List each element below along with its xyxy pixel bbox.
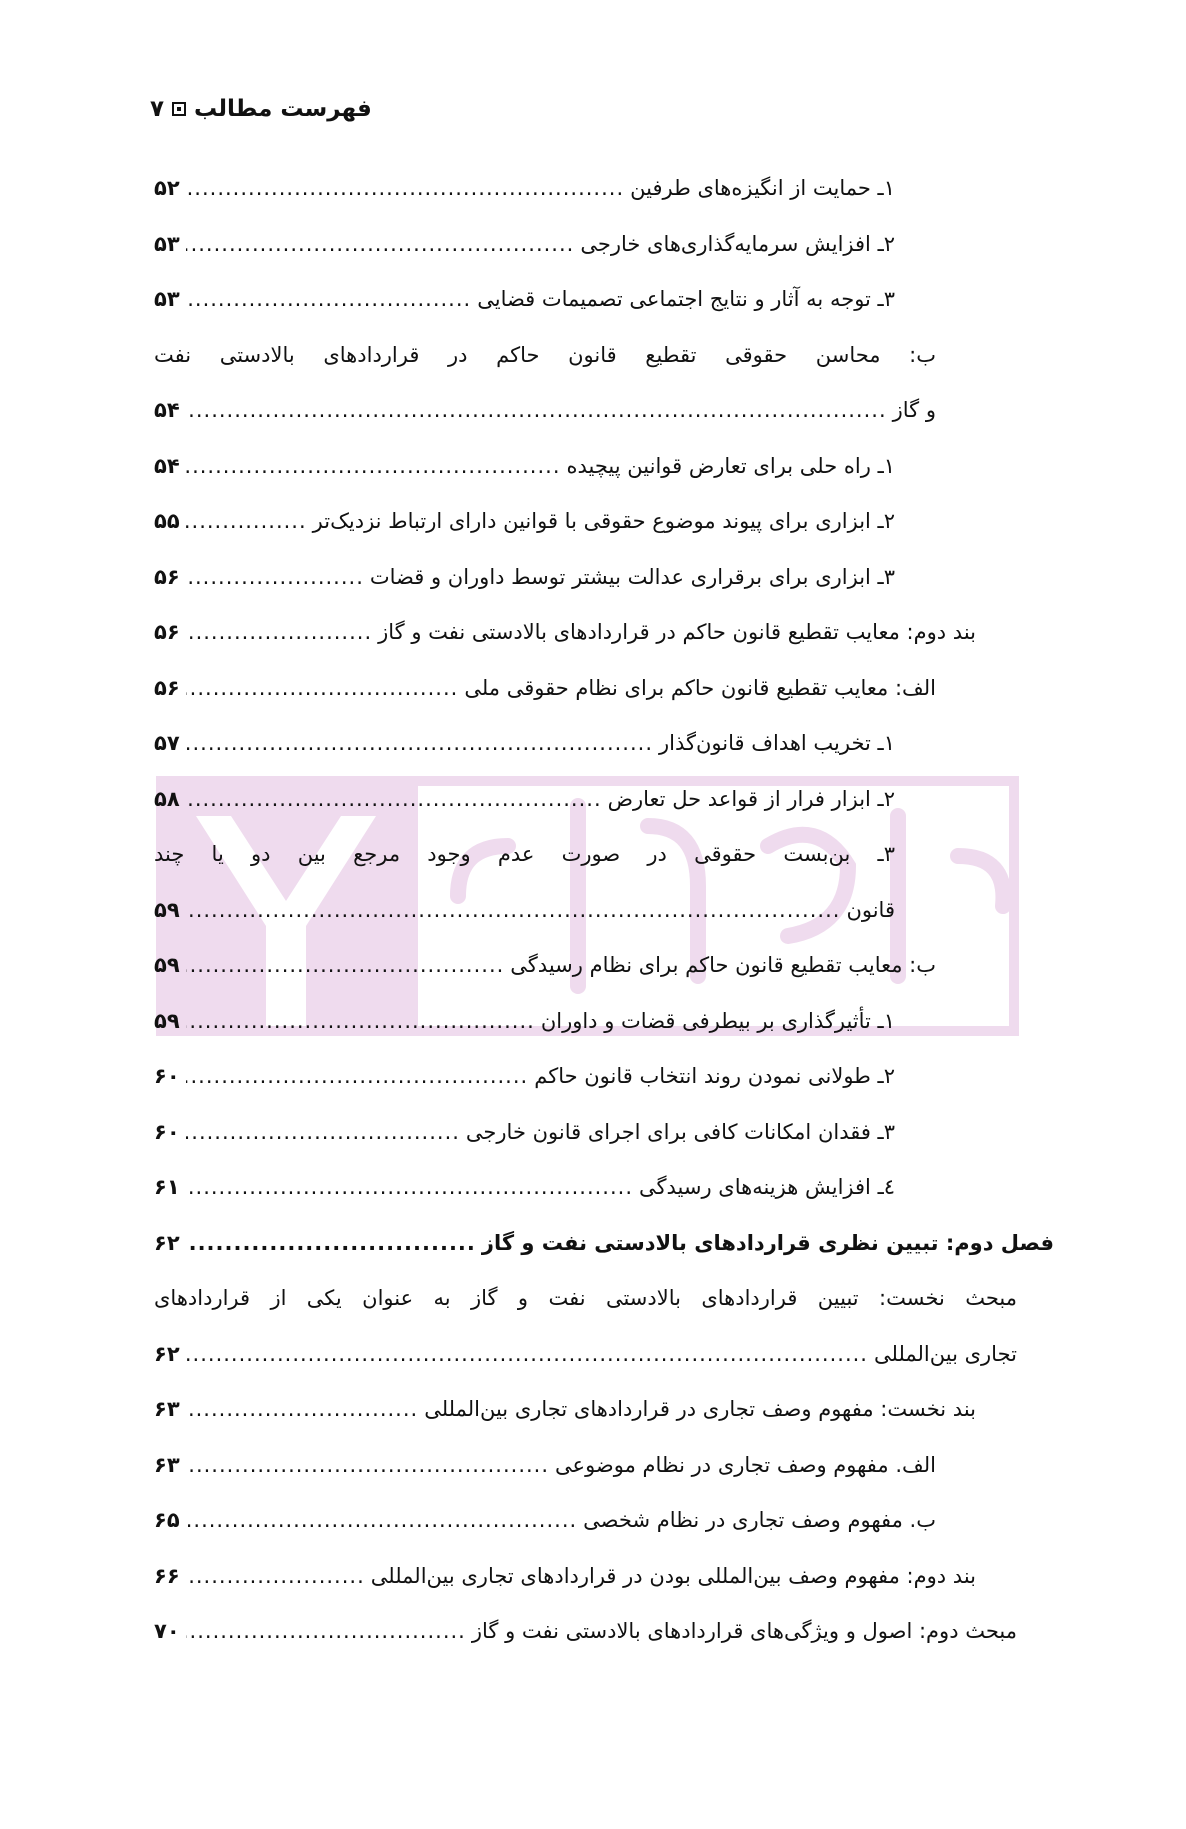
dot-leader (186, 612, 372, 652)
toc-entry[interactable] (154, 890, 895, 930)
toc-entry-title: ٤ـ افزایش هزینه‌های رسیدگی (639, 1175, 895, 1199)
dot-leader (186, 279, 472, 319)
toc-entry[interactable] (154, 1500, 936, 1540)
toc-entry-title: بند دوم: معایب تقطیع قانون حاکم در قراردادهای بالادستی نفت و گاز (378, 620, 976, 644)
dot-leader (186, 723, 653, 763)
toc-entry-title: ۳ـ فقدان امکانات کافی برای اجرای قانون خارجی (465, 1119, 895, 1144)
toc-entry[interactable] (154, 1112, 895, 1152)
toc-entry-line[interactable]: ۳ـ بن‌بست حقوقی در صورت عدم وجود مرجع بین دو یا چند (154, 842, 895, 866)
toc-entry-line[interactable]: ب: محاسن حقوقی تقطیع قانون حاکم در قراردادهای بالادستی نفت (154, 342, 936, 367)
toc-entry[interactable] (154, 723, 895, 763)
toc-page-number: ۵۳ (154, 287, 180, 311)
toc-entry[interactable] (154, 668, 936, 708)
toc-entry[interactable] (154, 612, 976, 652)
toc-page-number: ۵۶ (154, 564, 180, 589)
toc-entry[interactable] (154, 1389, 976, 1429)
dot-leader (186, 1056, 529, 1096)
dot-leader (186, 945, 505, 985)
toc-page-number: ۵۴ (154, 398, 180, 422)
toc-entry-title: ۱ـ راه حلی برای تعارض قوانین پیچیده (566, 453, 895, 478)
toc-entry[interactable] (154, 1056, 895, 1096)
toc-entry[interactable] (154, 1611, 1017, 1651)
toc-entry[interactable] (154, 279, 895, 319)
toc-entry-line[interactable]: مبحث نخست: تبیین قراردادهای بالادستی نفت و گاز به عنوان یکی از قراردادهای (154, 1286, 1017, 1310)
toc-page-number: ۶۰ (154, 1064, 180, 1088)
toc-page-number: ۵۹ (154, 953, 180, 977)
dot-leader (186, 779, 602, 819)
toc-entry[interactable] (154, 779, 895, 819)
toc-entry-title: تجاری بین‌المللی (873, 1341, 1017, 1366)
toc-page-number: ۶۳ (154, 1452, 180, 1477)
dot-leader (186, 446, 561, 486)
toc-entry-title: ۲ـ ابزار فرار از قواعد حل تعارض (607, 786, 895, 811)
dot-leader (186, 1223, 476, 1263)
toc-entry[interactable] (154, 501, 895, 541)
toc-entry[interactable] (154, 168, 895, 208)
toc-entry-title: ۲ـ افزایش سرمایه‌گذاری‌های خارجی (580, 231, 895, 256)
toc-entry-title: ۱ـ تخریب اهداف قانون‌گذار (659, 731, 895, 755)
toc-page-number: ۵۳ (154, 231, 180, 256)
toc-page-number: ۵۶ (154, 620, 180, 644)
toc-page-number: ۵۲ (154, 176, 180, 200)
toc-entry-title: ۱ـ حمایت از انگیزه‌های طرفین (630, 176, 895, 200)
toc-entry-title: مبحث دوم: اصول و ویژگی‌های قراردادهای بالادستی نفت و گاز (471, 1619, 1017, 1643)
toc-page-number: ۶۱ (154, 1175, 180, 1199)
toc-entry[interactable] (154, 1334, 1017, 1374)
dot-leader (186, 501, 307, 541)
toc-page-number: ۵۷ (154, 731, 180, 755)
toc-entry[interactable] (154, 557, 895, 597)
toc-entry-title: بند دوم: مفهوم وصف بین‌المللی بودن در قراردادهای تجاری بین‌المللی (370, 1563, 976, 1588)
toc-entry-title: ۲ـ طولانی نمودن روند انتخاب قانون حاکم (534, 1064, 895, 1088)
toc-entry-title: قانون (846, 897, 895, 922)
toc-entry[interactable] (154, 446, 895, 486)
toc-page-number: ۶۶ (154, 1563, 180, 1588)
dot-leader (186, 557, 364, 597)
toc-page-number: ۶۲ (154, 1230, 180, 1255)
toc-page-number: ۶۲ (154, 1341, 180, 1366)
dot-leader (186, 1389, 419, 1429)
toc-page-number: ۶۰ (154, 1119, 180, 1144)
toc-entry[interactable] (154, 390, 936, 430)
toc-entry-title: و گاز (892, 398, 936, 422)
toc-entry-title: ب. مفهوم وصف تجاری در نظام شخصی (583, 1508, 936, 1532)
toc-entry-title: فصل دوم: تبیین نظری قراردادهای بالادستی نفت و گاز (481, 1230, 1054, 1255)
toc-page-number: ۶۳ (154, 1397, 180, 1421)
toc-entry[interactable] (154, 1556, 976, 1596)
toc-entry[interactable] (154, 1167, 895, 1207)
toc-page-number: ۵۸ (154, 786, 180, 811)
toc-page-number: ۵۹ (154, 897, 180, 922)
dot-leader (186, 224, 575, 264)
toc-entry[interactable] (154, 1223, 1054, 1263)
toc-page-number: ۵۶ (154, 675, 180, 700)
toc-entry-title: بند نخست: مفهوم وصف تجاری در قراردادهای تجاری بین‌المللی (424, 1397, 976, 1421)
toc-entry-title: ب: معایب تقطیع قانون حاکم برای نظام رسیدگی (510, 953, 936, 977)
dot-leader (186, 1334, 868, 1374)
toc-entry-title: ۳ـ ابزاری برای برقراری عدالت بیشتر توسط داوران و قضات (369, 564, 895, 589)
dot-leader (186, 1611, 466, 1651)
toc-entry-title: ۱ـ تأثیرگذاری بر بیطرفی قضات و داوران (540, 1008, 895, 1033)
toc-entry[interactable] (154, 1001, 895, 1041)
dot-leader (186, 890, 841, 930)
dot-leader (186, 1001, 535, 1041)
dot-leader (186, 1445, 549, 1485)
toc-page-number: ۵۹ (154, 1008, 180, 1033)
toc-entry[interactable] (154, 224, 895, 264)
dot-leader (186, 1112, 460, 1152)
toc-entry-title: ۳ـ توجه به آثار و نتایج اجتماعی تصمیمات قضایی (477, 287, 895, 311)
header-title: فهرست مطالب (194, 96, 372, 122)
toc-page-number: ۷۰ (154, 1619, 180, 1643)
dot-leader (186, 168, 624, 208)
toc-page-number: ۵۴ (154, 453, 180, 478)
toc-page-number: ۵۵ (154, 509, 180, 533)
toc-entry-title: الف: معایب تقطیع قانون حاکم برای نظام حقوقی ملی (464, 675, 936, 700)
toc-entry[interactable] (154, 1445, 936, 1485)
dot-leader (186, 1167, 633, 1207)
toc-page-number: ۶۵ (154, 1508, 180, 1532)
dot-leader (186, 390, 887, 430)
dot-leader (186, 1500, 578, 1540)
header-page-number: ۷ (150, 96, 165, 122)
toc-entry-title: ۲ـ ابزاری برای پیوند موضوع حقوقی با قوانین دارای ارتباط نزدیک‌تر (312, 509, 895, 533)
toc-entry[interactable] (154, 945, 936, 985)
toc-entry-title: الف. مفهوم وصف تجاری در نظام موضوعی (555, 1452, 936, 1477)
dot-leader (186, 668, 459, 708)
dot-leader (186, 1556, 365, 1596)
